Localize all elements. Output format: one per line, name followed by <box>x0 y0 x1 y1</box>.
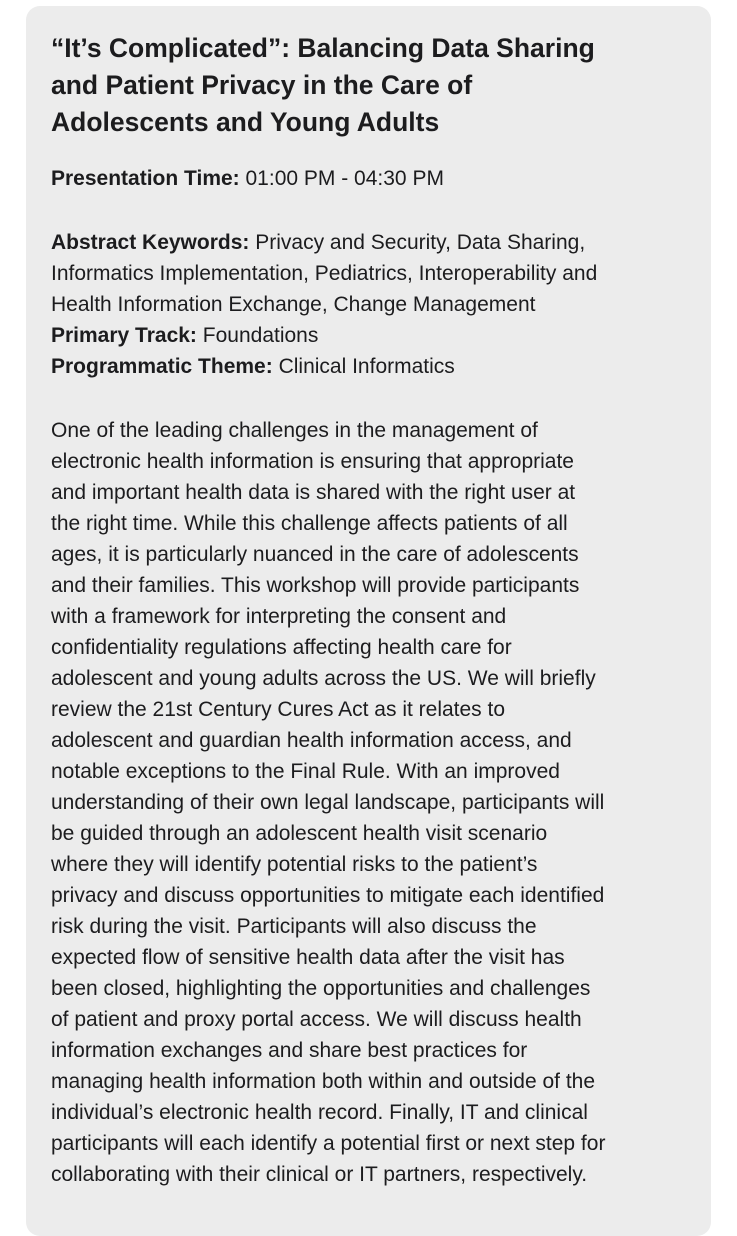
abstract-line: information exchanges and share best practices for <box>51 1039 528 1062</box>
abstract-line: adolescent and young adults across the US. We will briefly <box>51 667 596 690</box>
keywords-line: Health Information Exchange, Change Management <box>51 293 536 316</box>
abstract-line: privacy and discuss opportunities to mitigate each identified <box>51 884 605 907</box>
abstract-line: One of the leading challenges in the management of <box>51 419 538 442</box>
abstract-body <box>51 415 689 1190</box>
session-title <box>51 30 689 141</box>
abstract-line: managing health information both within and outside of the <box>51 1070 596 1093</box>
abstract-line: confidentiality regulations affecting health care for <box>51 636 512 659</box>
session-title-line: and Patient Privacy in the Care of <box>51 70 473 100</box>
keywords-line <box>51 227 689 258</box>
abstract-line: and their families. This workshop will provide participants <box>51 574 580 597</box>
session-metadata <box>51 227 689 382</box>
abstract-line: adolescent and guardian health information access, and <box>51 729 572 752</box>
abstract-line: of patient and proxy portal access. We will discuss health <box>51 1008 582 1031</box>
programmatic-theme-label: Programmatic Theme: <box>51 355 273 378</box>
abstract-line: collaborating with their clinical or IT partners, respectively. <box>51 1163 588 1186</box>
abstract-line: be guided through an adolescent health visit scenario <box>51 822 548 845</box>
keywords-label: Abstract Keywords: <box>51 231 250 254</box>
session-title-line: Adolescents and Young Adults <box>51 107 440 137</box>
abstract-line: the right time. While this challenge affects patients of all <box>51 512 568 535</box>
abstract-line: ages, it is particularly nuanced in the care of adolescents <box>51 543 579 566</box>
programmatic-theme <box>51 351 689 382</box>
session-card <box>26 6 711 1236</box>
abstract-line: understanding of their own legal landscape, participants will <box>51 791 605 814</box>
presentation-time-label: Presentation Time: <box>51 167 240 190</box>
presentation-time-value: 01:00 PM - 04:30 PM <box>239 167 444 190</box>
abstract-line: and important health data is shared with the right user at <box>51 481 576 504</box>
session-title-line: “It’s Complicated”: Balancing Data Sharing <box>51 33 595 63</box>
abstract-line: notable exceptions to the Final Rule. With an improved <box>51 760 560 783</box>
primary-track <box>51 320 689 351</box>
abstract-line: risk during the visit. Participants will also discuss the <box>51 915 537 938</box>
programmatic-theme-value: Clinical Informatics <box>272 355 455 378</box>
abstract-line: been closed, highlighting the opportunities and challenges <box>51 977 591 1000</box>
presentation-time <box>51 163 689 194</box>
abstract-line: electronic health information is ensuring that appropriate <box>51 450 574 473</box>
keywords-value: Privacy and Security, Data Sharing, <box>249 231 586 254</box>
abstract-line: where they will identify potential risks to the patient’s <box>51 853 538 876</box>
abstract-line: expected flow of sensitive health data after the visit has <box>51 946 565 969</box>
abstract-line: participants will each identify a potential first or next step for <box>51 1132 606 1155</box>
keywords-line: Informatics Implementation, Pediatrics, Interoperability and <box>51 262 598 285</box>
primary-track-label: Primary Track: <box>51 324 197 347</box>
abstract-line: individual’s electronic health record. Finally, IT and clinical <box>51 1101 588 1124</box>
abstract-line: review the 21st Century Cures Act as it relates to <box>51 698 506 721</box>
primary-track-value: Foundations <box>196 324 319 347</box>
abstract-line: with a framework for interpreting the consent and <box>51 605 507 628</box>
